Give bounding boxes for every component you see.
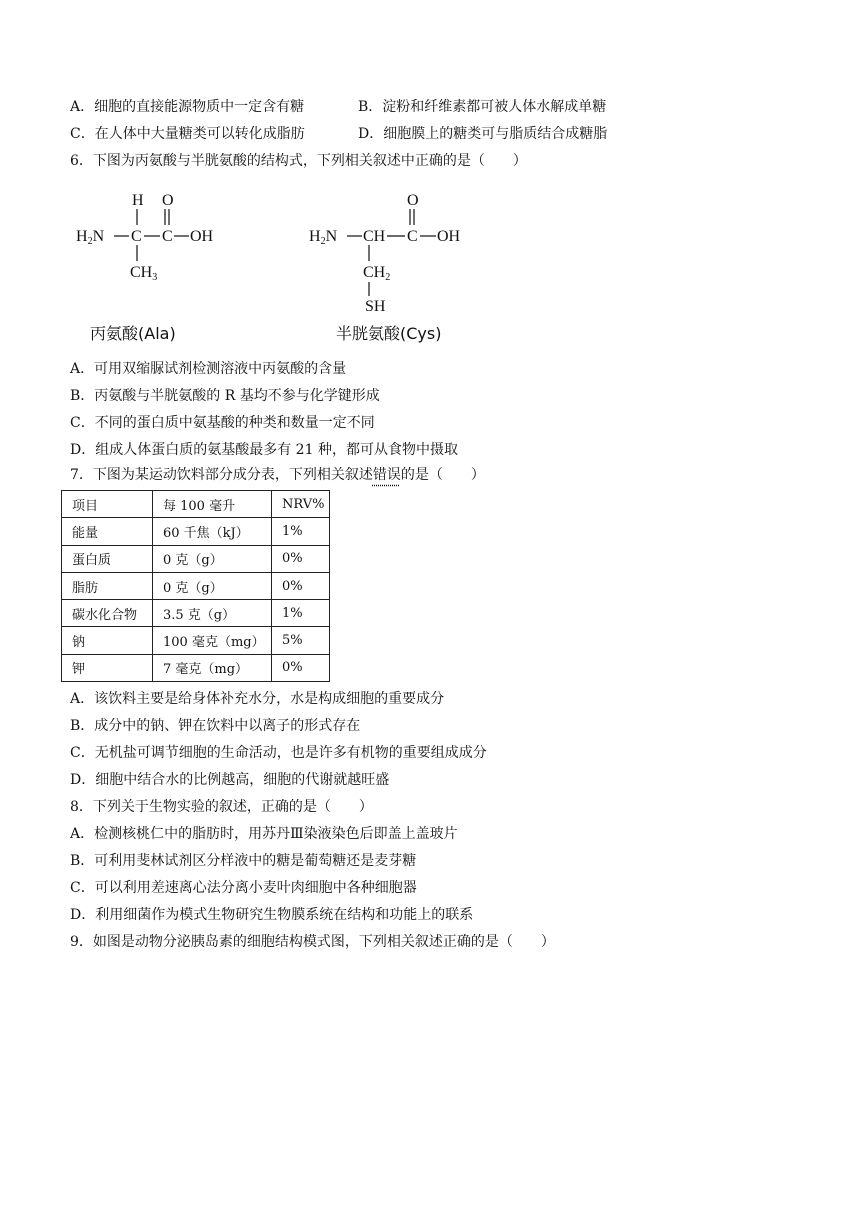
q7-stem-pre: 7．下图为某运动饮料部分成分表，下列相关叙述 <box>70 467 373 483</box>
q8-stem: 8．下列关于生物实验的叙述，正确的是（ ） <box>70 799 373 815</box>
q7-stem <box>70 465 485 485</box>
q5-option-b: B．淀粉和纤维素都可被人体水解成单糖 <box>358 99 607 115</box>
q8-option-c: C．可以利用差速离心法分离小麦叶肉细胞中各种细胞器 <box>70 880 417 896</box>
q7-option-b: B．成分中的钠、钾在饮料中以离子的形式存在 <box>70 718 361 734</box>
q6-option-a: A．可用双缩脲试剂检测溶液中丙氨酸的含量 <box>70 361 347 377</box>
q5-option-d: D．细胞膜上的糖类可与脂质结合成糖脂 <box>358 126 608 142</box>
q6-stem: 6．下图为丙氨酸与半胱氨酸的结构式，下列相关叙述中正确的是（ ） <box>70 153 527 169</box>
table-cell: 碳水化合物 <box>62 600 153 627</box>
table-header-cell: NRV% <box>272 491 330 518</box>
q7-option-c: C．无机盐可调节细胞的生命活动，也是许多有机物的重要组成成分 <box>70 745 487 761</box>
alanine-structure <box>70 185 250 295</box>
ala-oh: OH <box>190 228 214 245</box>
nutrition-table <box>61 490 330 682</box>
q5-option-a: A．细胞的直接能源物质中一定含有糖 <box>70 99 305 115</box>
cysteine-structure <box>303 185 503 320</box>
ala-h-top: H <box>132 192 144 209</box>
table-row <box>62 600 330 627</box>
cys-ch: CH <box>363 228 386 245</box>
table-cell: 60 千焦（kJ） <box>153 518 272 545</box>
cys-ch2: CH2 <box>363 264 391 283</box>
table-cell: 1% <box>272 518 330 545</box>
q6-option-b: B．丙氨酸与半胱氨酸的 R 基均不参与化学键形成 <box>70 388 380 404</box>
cys-c-carboxyl: C <box>407 228 418 245</box>
cys-oh: OH <box>437 228 461 245</box>
table-cell: 能量 <box>62 518 153 545</box>
alanine-caption: 丙氨酸(Ala) <box>90 324 176 343</box>
table-header-cell: 每 100 毫升 <box>153 491 272 518</box>
q7-stem-emphasis: 错误 <box>372 467 401 483</box>
table-cell: 0 克（g） <box>153 572 272 599</box>
table-header-cell: 项目 <box>62 491 153 518</box>
table-cell: 钾 <box>62 654 153 681</box>
cysteine-caption: 半胱氨酸(Cys) <box>336 324 442 343</box>
q7-option-d: D．细胞中结合水的比例越高，细胞的代谢就越旺盛 <box>70 772 390 788</box>
table-row <box>62 545 330 572</box>
q7-option-a: A．该饮料主要是给身体补充水分，水是构成细胞的重要成分 <box>70 691 445 707</box>
cys-h2n: H2N <box>309 228 338 247</box>
q7-stem-post: 的是（ ） <box>400 467 485 483</box>
table-cell: 0 克（g） <box>153 545 272 572</box>
ala-h2n: H2N <box>76 228 105 247</box>
q8-option-b: B．可利用斐林试剂区分样液中的糖是葡萄糖还是麦芽糖 <box>70 853 417 869</box>
table-row <box>62 572 330 599</box>
table-cell: 0% <box>272 572 330 599</box>
table-cell: 钠 <box>62 627 153 654</box>
table-cell: 0% <box>272 545 330 572</box>
table-cell: 7 毫克（mg） <box>153 654 272 681</box>
cys-sh: SH <box>365 298 386 315</box>
q5-option-c: C．在人体中大量糖类可以转化成脂肪 <box>70 126 305 142</box>
table-cell: 1% <box>272 600 330 627</box>
q6-option-d: D．组成人体蛋白质的氨基酸最多有 21 种，都可从食物中摄取 <box>70 442 458 458</box>
table-row <box>62 518 330 545</box>
table-cell: 5% <box>272 627 330 654</box>
table-cell: 0% <box>272 654 330 681</box>
table-cell: 100 毫克（mg） <box>153 627 272 654</box>
q9-stem: 9．如图是动物分泌胰岛素的细胞结构模式图，下列相关叙述正确的是（ ） <box>70 934 555 950</box>
ala-c-alpha: C <box>131 228 142 245</box>
table-header-row <box>62 491 330 518</box>
q6-option-c: C．不同的蛋白质中氨基酸的种类和数量一定不同 <box>70 415 375 431</box>
q8-option-d: D．利用细菌作为模式生物研究生物膜系统在结构和功能上的联系 <box>70 907 474 923</box>
cys-o-top: O <box>407 192 419 209</box>
table-row <box>62 654 330 681</box>
ala-o-top: O <box>162 192 174 209</box>
ala-ch3: CH3 <box>130 264 158 283</box>
table-row <box>62 627 330 654</box>
q8-option-a: A．检测核桃仁中的脂肪时，用苏丹Ⅲ染液染色后即盖上盖玻片 <box>70 826 458 842</box>
table-cell: 脂肪 <box>62 572 153 599</box>
table-cell: 蛋白质 <box>62 545 153 572</box>
table-cell: 3.5 克（g） <box>153 600 272 627</box>
ala-c-carboxyl: C <box>162 228 173 245</box>
